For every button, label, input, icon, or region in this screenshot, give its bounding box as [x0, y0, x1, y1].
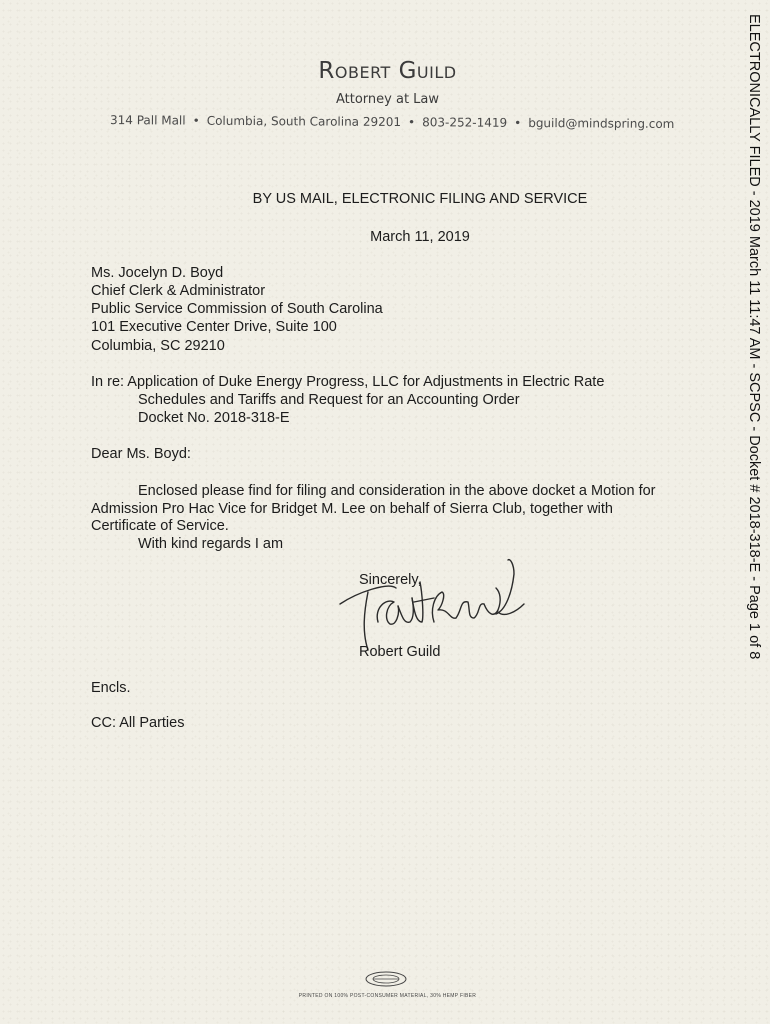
paper-mill-logo-icon [364, 970, 408, 988]
letterhead-name: Robert Guild [318, 58, 457, 84]
re-line-1: In re: Application of Duke Energy Progress, LLC for Adjustments in Electric Rate [91, 374, 605, 390]
recipient-street: 101 Executive Center Drive, Suite 100 [91, 319, 337, 335]
body-line-3: Certificate of Service. [91, 518, 229, 534]
signer-name: Robert Guild [359, 644, 441, 660]
recipient-name: Ms. Jocelyn D. Boyd [91, 265, 224, 281]
salutation: Dear Ms. Boyd: [91, 446, 191, 462]
recipient-org: Public Service Commission of South Carolina [91, 301, 383, 317]
closing: Sincerely, [359, 572, 422, 588]
filing-stamp: ELECTRONICALLY FILED - 2019 March 11 11:47 AM - SCPSC - Docket # 2018-318-E - Page 1 of 8 [746, 14, 762, 660]
re-line-2: Schedules and Tariffs and Request for an Accounting Order [138, 392, 520, 408]
recipient-title: Chief Clerk & Administrator [91, 283, 266, 299]
letterhead-contact [109, 113, 675, 131]
enclosures: Encls. [91, 680, 131, 696]
recipient-city: Columbia, SC 29210 [91, 338, 225, 354]
bullet-icon: • [514, 115, 522, 130]
letterhead-phone: 803-252-1419 [422, 115, 508, 130]
delivery-method: BY US MAIL, ELECTRONIC FILING AND SERVICE [252, 191, 588, 207]
bullet-icon: • [408, 115, 416, 130]
bullet-icon: • [192, 113, 200, 128]
footer-paper-note: PRINTED ON 100% POST-CONSUMER MATERIAL, 30% HEMP FIBER [298, 993, 477, 999]
letter-date: March 11, 2019 [370, 229, 470, 245]
cc-line: CC: All Parties [91, 715, 185, 731]
letterhead-email: bguild@mindspring.com [528, 115, 675, 131]
letterhead-city: Columbia, South Carolina 29201 [206, 113, 402, 130]
regards-line: With kind regards I am [138, 536, 284, 552]
body-line-1: Enclosed please find for filing and consideration in the above docket a Motion for [138, 483, 656, 499]
letterhead-address: 314 Pall Mall [109, 113, 186, 128]
re-docket: Docket No. 2018-318-E [138, 410, 290, 426]
letterhead-title: Attorney at Law [335, 92, 440, 107]
handwritten-signature [338, 552, 538, 652]
body-line-2: Admission Pro Hac Vice for Bridget M. Lee on behalf of Sierra Club, together with [91, 501, 613, 517]
